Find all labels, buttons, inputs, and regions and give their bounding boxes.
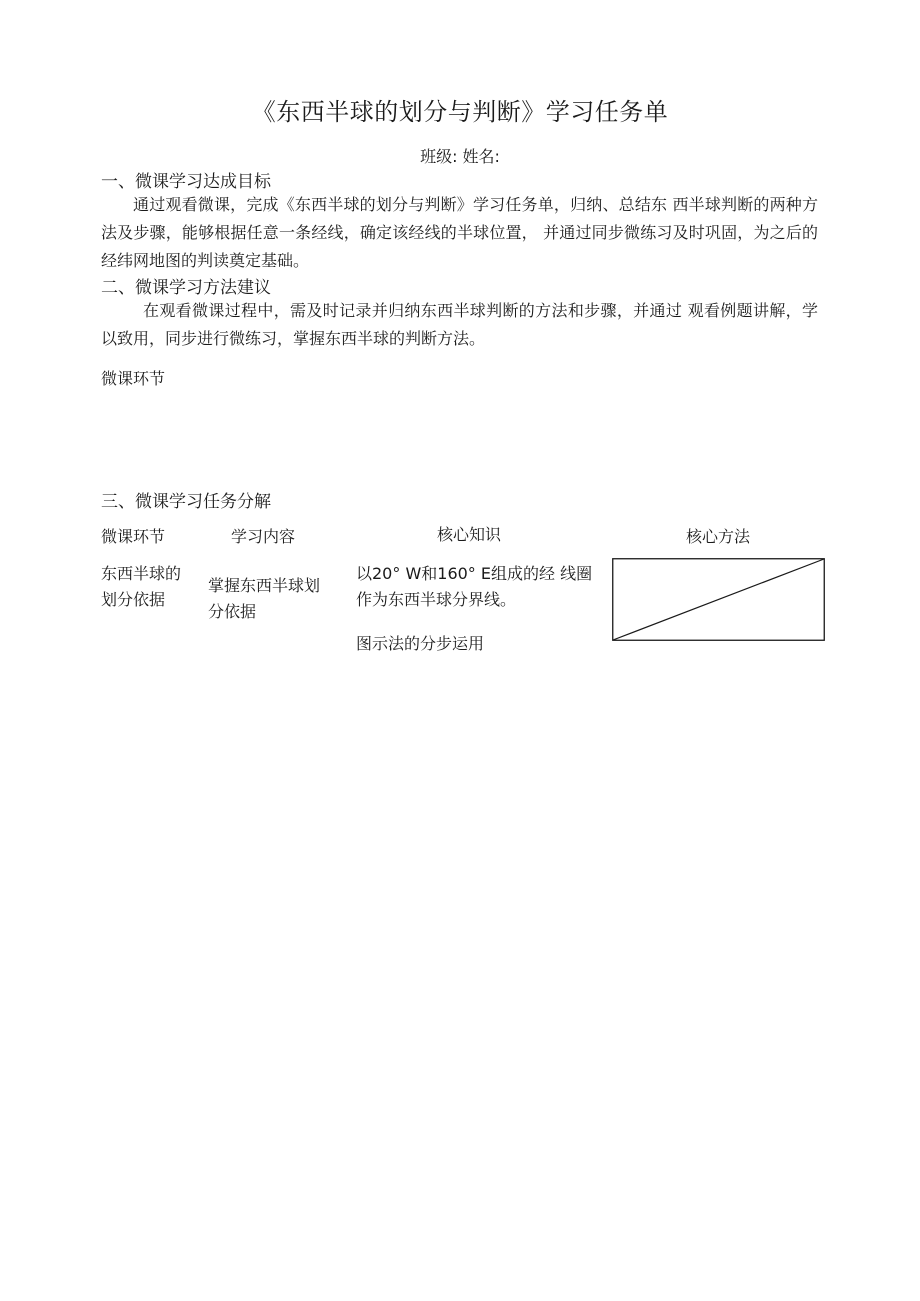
method-box-diagonal <box>613 559 824 640</box>
table-cell-knowledge: 以20° W和160° E组成的经 线圈作为东西半球分界线。 <box>356 564 593 609</box>
table-cell-segment: 东西半球的划分依据 <box>101 564 182 609</box>
table-header-method: 核心方法 <box>686 527 751 546</box>
table-header-knowledge: 核心知识 <box>437 525 502 544</box>
section-3-heading: 三、微课学习任务分解 <box>101 492 271 512</box>
section-2-heading: 二、微课学习方法建议 <box>101 278 271 298</box>
table-cell-knowledge-note: 图示法的分步运用 <box>356 634 485 653</box>
section-1-text: 通过观看微课，完成《东西半球的划分与判断》学习任务单，归纳、总结东 西半球判断的两种方法及步骤，能够根据任意一条经线，确定该经线的半球位置， 并通过同步微练习及时巩固，为之后的经纬网地图的判读奠定基础。 <box>101 195 818 270</box>
micro-segment-label: 微课环节 <box>101 369 166 388</box>
table-cell-content: 掌握东西半球划分依据 <box>208 576 321 621</box>
table-header-segment: 微课环节 <box>101 527 166 546</box>
section-1-heading: 一、微课学习达成目标 <box>101 172 271 192</box>
method-diagram-box <box>612 558 825 641</box>
page-title: 《东西半球的划分与判断》学习任务单 <box>251 98 669 126</box>
class-name-line: 班级: 姓名: <box>420 147 500 166</box>
section-2-text: 在观看微课过程中，需及时记录并归纳东西半球判断的方法和步骤，并通过 观看例题讲解，学以致用，同步进行微练习，掌握东西半球的判断方法。 <box>101 301 818 348</box>
table-header-content: 学习内容 <box>231 527 296 546</box>
